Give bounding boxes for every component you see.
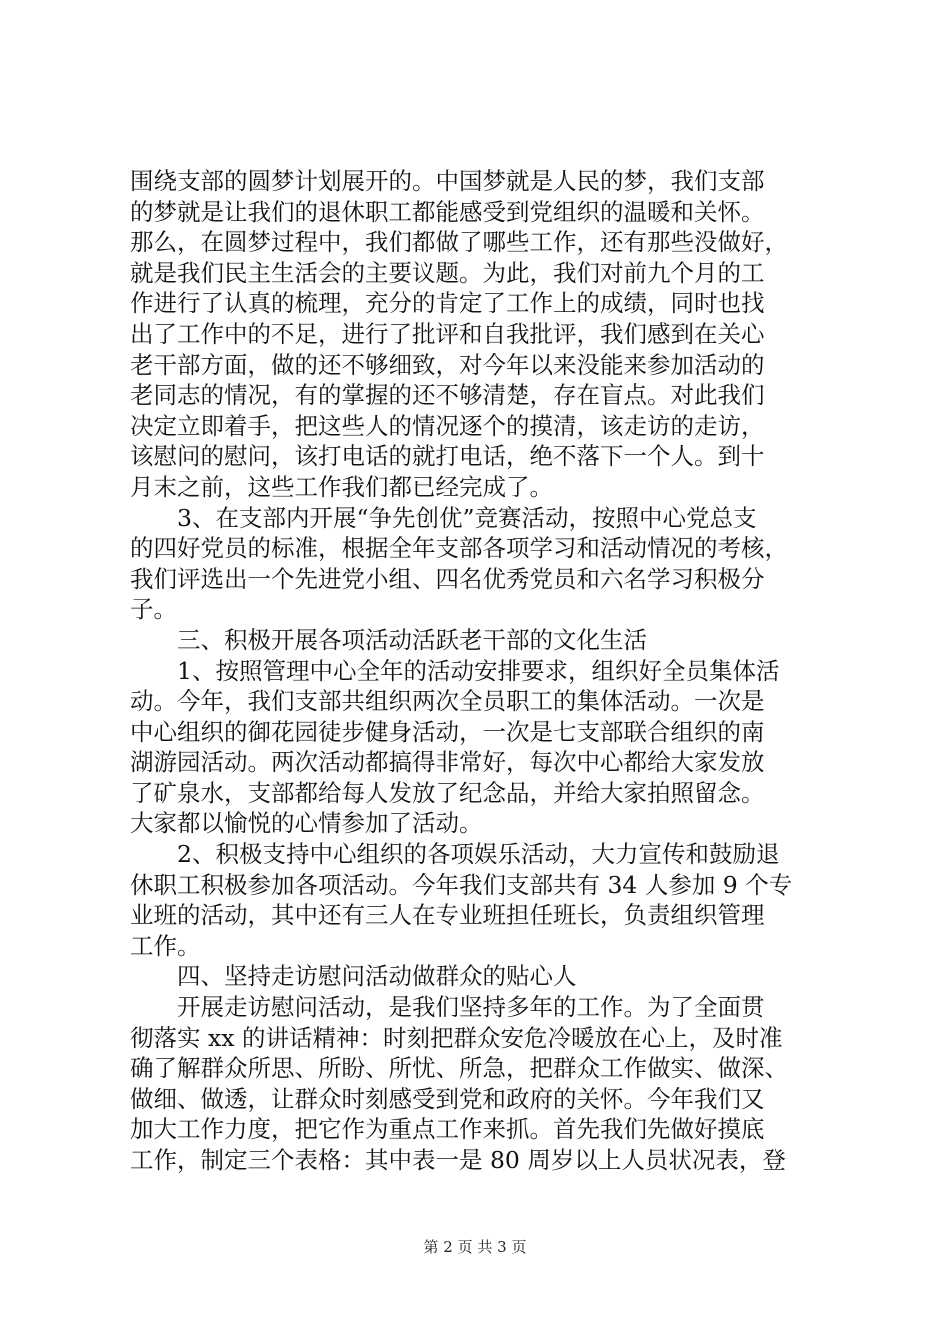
text-line: 确了解群众所思、所盼、所忧、所急，把群众工作做实、做深、 [130, 1054, 788, 1083]
text-line: 老同志的情况，有的掌握的还不够清楚，存在盲点。对此我们 [130, 381, 765, 410]
text-line: 3、在支部内开展“争先创优”竞赛活动，按照中心党总支 [130, 503, 757, 532]
text-line: 围绕支部的圆梦计划展开的。中国梦就是人民的梦，我们支部 [130, 167, 765, 195]
text-line: 作进行了认真的梳理，充分的肯定了工作上的成绩，同时也找 [130, 289, 765, 318]
text-line: 了矿泉水，支部都给每人发放了纪念品，并给大家拍照留念。 [130, 778, 765, 807]
text-line: 中心组织的御花园徒步健身活动，一次是七支部联合组织的南 [130, 717, 765, 746]
text-line: 加大工作力度，把它作为重点工作来抓。首先我们先做好摸底 [130, 1115, 765, 1144]
text-line: 彻落实 xx 的讲话精神：时刻把群众安危冷暖放在心上，及时准 [130, 1023, 783, 1052]
text-line: 工作。 [130, 931, 201, 960]
text-line: 休职工积极参加各项活动。今年我们支部共有 34 人参加 9 个专 [130, 870, 793, 899]
page-footer: 第 2 页 共 3 页 [423, 1238, 527, 1256]
text-line: 子。 [130, 595, 177, 624]
text-line: 业班的活动，其中还有三人在专业班担任班长，负责组织管理 [130, 901, 765, 930]
text-line: 三、积极开展各项活动活跃老干部的文化生活 [130, 625, 647, 654]
text-line: 工作，制定三个表格：其中表一是 80 周岁以上人员状况表，登 [130, 1146, 786, 1174]
text-line: 我们评选出一个先进党小组、四名优秀党员和六名学习积极分 [130, 564, 765, 593]
text-line: 开展走访慰问活动，是我们坚持多年的工作。为了全面贯 [130, 993, 765, 1022]
text-line: 的四好党员的标准，根据全年支部各项学习和活动情况的考核， [130, 534, 788, 563]
text-line: 大家都以愉悦的心情参加了活动。 [130, 809, 483, 838]
text-line: 就是我们民主生活会的主要议题。为此，我们对前九个月的工 [130, 258, 765, 287]
text-line: 湖游园活动。两次活动都搞得非常好，每次中心都给大家发放 [130, 748, 765, 777]
text-line: 老干部方面，做的还不够细致，对今年以来没能来参加活动的 [130, 350, 765, 379]
text-line: 四、坚持走访慰问活动做群众的贴心人 [130, 962, 577, 991]
text-line: 出了工作中的不足，进行了批评和自我批评，我们感到在关心 [130, 319, 765, 348]
text-line: 1、按照管理中心全年的活动安排要求，组织好全员集体活 [130, 656, 780, 685]
document-body [130, 166, 830, 1176]
text-line: 决定立即着手，把这些人的情况逐个的摸清，该走访的走访， [130, 411, 765, 440]
text-line: 该慰问的慰问，该打电话的就打电话，绝不落下一个人。到十 [130, 442, 765, 471]
text-line: 做细、做透，让群众时刻感受到党和政府的关怀。今年我们又 [130, 1084, 765, 1113]
text-line: 的梦就是让我们的退休职工都能感受到党组织的温暖和关怀。 [130, 197, 765, 226]
text-line: 那么，在圆梦过程中，我们都做了哪些工作，还有那些没做好， [130, 228, 788, 257]
text-line: 动。今年，我们支部共组织两次全员职工的集体活动。一次是 [130, 687, 765, 716]
text-line: 2、积极支持中心组织的各项娱乐活动，大力宣传和鼓励退 [130, 840, 780, 869]
text-line: 月末之前，这些工作我们都已经完成了。 [130, 472, 553, 501]
